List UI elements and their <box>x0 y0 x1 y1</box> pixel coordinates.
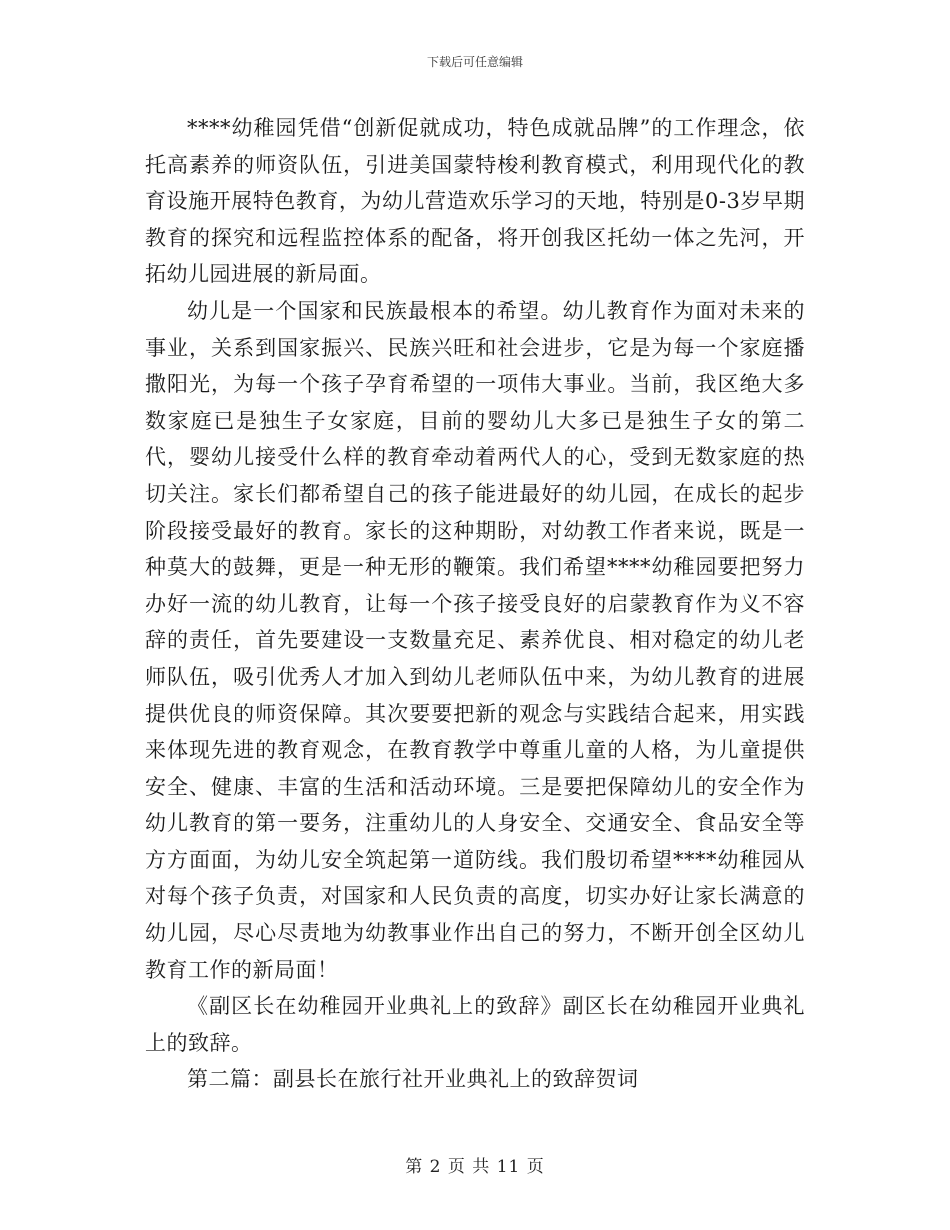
document-body <box>145 110 805 1098</box>
paragraph-2: 幼儿是一个国家和民族最根本的希望。幼儿教育作为面对未来的事业，关系到国家振兴、民族兴旺和社会进步，它是为每一个家庭播撒阳光，为每一个孩子孕育希望的一项伟大事业。当前，我区绝大多数家庭已是独生子女家庭，目前的婴幼儿大多已是独生子女的第二代，婴幼儿接受什么样的教育牵动着两代人的心，受到无数家庭的热切关注。家长们都希望自己的孩子能进最好的幼儿园，在成长的起步阶段接受最好的教育。家长的这种期盼，对幼教工作者来说，既是一种莫大的鼓舞，更是一种无形的鞭策。我们希望****幼稚园要把努力办好一流的幼儿教育，让每一个孩子接受良好的启蒙教育作为义不容辞的责任，首先要建设一支数量充足、素养优良、相对稳定的幼儿老师队伍，吸引优秀人才加入到幼儿老师队伍中来，为幼儿教育的进展提供优良的师资保障。其次要要把新的观念与实践结合起来，用实践来体现先进的教育观念，在教育教学中尊重儿童的人格，为儿童提供安全、健康、丰富的生活和活动环境。三是要把保障幼儿的安全作为幼儿教育的第一要务，注重幼儿的人身安全、交通安全、食品安全等方方面面，为幼儿安全筑起第一道防线。我们殷切希望****幼稚园从对每个孩子负责，对国家和人民负责的高度，切实办好让家长满意的幼儿园，尽心尽责地为幼教事业作出自己的努力，不断开创全区幼儿教育工作的新局面！ <box>145 298 805 982</box>
page-footer: 第 2 页 共 11 页 <box>405 1157 545 1177</box>
paragraph-1: ****幼稚园凭借“创新促就成功，特色成就品牌”的工作理念，依托高素养的师资队伍，引进美国蒙特梭利教育模式，利用现代化的教育设施开展特色教育，为幼儿营造欢乐学习的天地，特别是0-3岁早期教育的探究和远程监控体系的配备，将开创我区托幼一体之先河，开拓幼儿园进展的新局面。 <box>145 116 805 287</box>
paragraph-3: 《副区长在幼稚园开业典礼上的致辞》副区长在幼稚园开业典礼上的致辞。 <box>145 994 805 1055</box>
header-note: 下载后可任意编辑 <box>426 55 523 69</box>
section-heading: 第二篇：副县长在旅行社开业典礼上的致辞贺词 <box>187 1067 639 1092</box>
